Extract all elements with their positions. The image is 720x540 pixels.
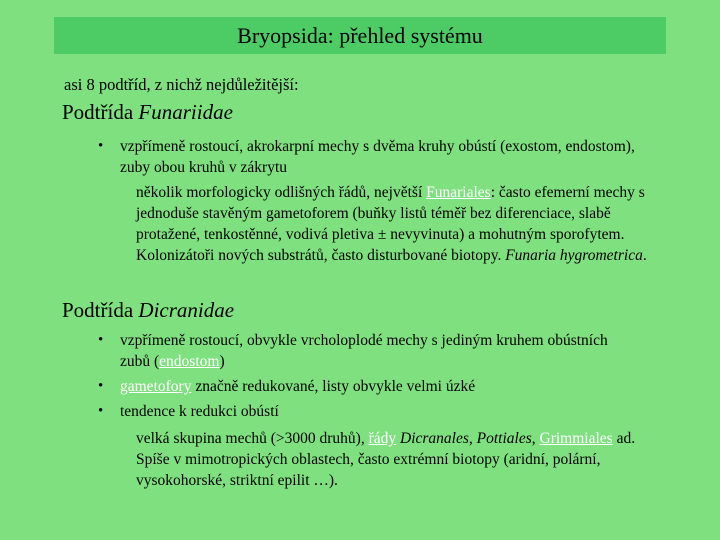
bullet-text — [120, 376, 640, 397]
heading-prefix: Podtřída — [62, 298, 139, 322]
heading-taxon: Dicranidae — [138, 298, 235, 322]
heading-taxon: Funariidae — [138, 100, 233, 124]
intro-text: asi 8 podtříd, z nichž nejdůležitější: — [64, 75, 299, 94]
bullet-text — [120, 330, 640, 372]
list-item — [98, 401, 640, 422]
paragraph-text: velká skupina mechů (>3000 druhů), — [136, 430, 369, 447]
paragraph-text: . — [642, 247, 647, 264]
section-paragraph — [136, 428, 656, 491]
bullet-text: vzpřímeně rostoucí, akrokarpní mechy s dvěma kruhy obústí (exostom, endostom), zuby obou kruhů v zákrytu — [120, 138, 635, 176]
order-name: Pottiales — [476, 430, 532, 447]
link-endostom[interactable]: endostom — [159, 353, 220, 370]
bullet-icon: • — [98, 378, 104, 394]
heading-prefix: Podtřída — [62, 100, 139, 124]
species-name: Funaria hygrometrica — [505, 247, 643, 264]
section-paragraph — [136, 182, 656, 266]
section-heading-dicranidae — [62, 298, 234, 323]
paragraph-text: , — [468, 430, 477, 447]
bullet-icon: • — [98, 332, 104, 348]
paragraph-text: ad. Spíše v mimotropických oblastech, často extrémní biotopy (aridní, polární, vysokohorské, striktní epilit …). — [136, 430, 636, 489]
bullet-icon: • — [98, 403, 104, 419]
bullet-text-part: značně redukované, listy obvykle velmi úzké — [191, 378, 476, 395]
order-name: Dicranales — [400, 430, 469, 447]
paragraph-text: několik morfologicky odlišných řádů, největší — [136, 184, 427, 201]
list-item — [98, 330, 640, 372]
link-funariales[interactable]: Funariales — [426, 184, 491, 201]
bullet-text-part: ) — [219, 353, 225, 370]
link-rady[interactable]: řády — [368, 430, 397, 447]
link-grimmiales[interactable]: Grimmiales — [539, 430, 613, 447]
bullet-text-part: vzpřímeně rostoucí, obvykle vrcholoplodé mechy s jediným kruhem obústních zubů ( — [120, 332, 608, 370]
paragraph-text: : často efemerní mechy s jednoduše stavěným gametoforem (buňky listů téměř bez diferenciace, slabě protažené, tenkostěnné, vodivá pletiva ± nevyvinuta) a mohutným sporofytem. Kolonizátoři nových substrátů, často disturbované biotopy. — [136, 184, 645, 264]
list-item — [98, 136, 640, 178]
list-item — [98, 376, 640, 397]
bullet-text: tendence k redukci obústí — [120, 403, 279, 420]
link-gametofory[interactable]: gametofory — [120, 378, 192, 395]
bullet-icon: • — [98, 138, 104, 154]
page-title: Bryopsida: přehled systému — [237, 22, 483, 48]
section-heading-funariidae — [62, 100, 233, 125]
paragraph-text: , — [531, 430, 540, 447]
